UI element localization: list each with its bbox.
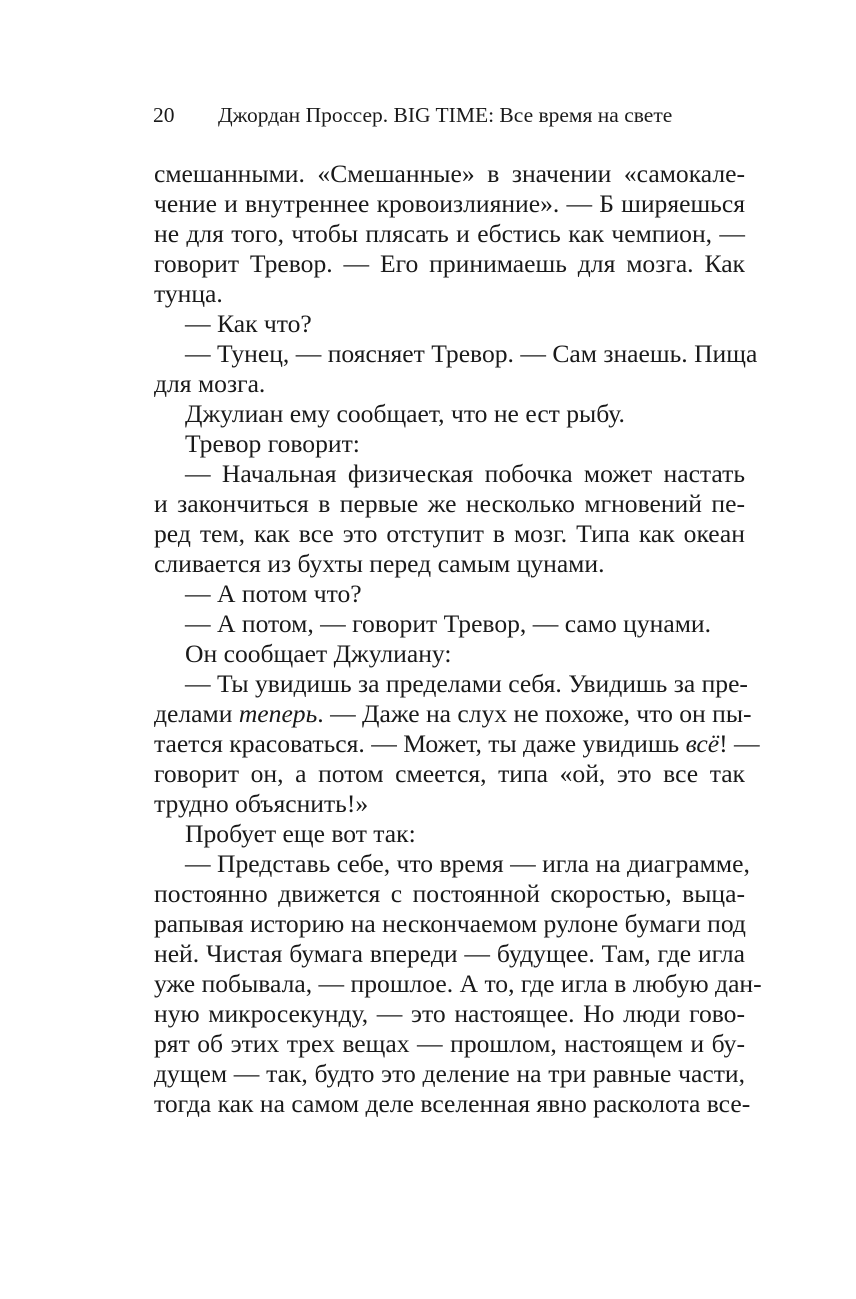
text-line: и закончиться в первые же несколько мгновений пе-: [154, 489, 745, 518]
running-title: Джордан Проссер. BIG TIME: Все время на свете: [218, 103, 673, 127]
text-line: говорит Тревор. — Его принимаешь для мозга. Как: [154, 249, 745, 278]
text-line: постоянно движется с постоянной скоростью, выца-: [154, 879, 745, 908]
text-line: сливается из бухты перед самым цунами.: [154, 549, 605, 578]
body-text: [154, 159, 762, 1119]
text-line: тунца.: [154, 279, 223, 308]
text-line: [154, 729, 760, 759]
text-line: [154, 699, 752, 729]
text-segment: ! —: [719, 729, 760, 758]
text-line: ред тем, как все это отступит в мозг. Типа как океан: [154, 519, 745, 548]
text-line: Тревор говорит:: [185, 429, 360, 458]
text-line: — А потом что?: [185, 579, 362, 608]
page-number: 20: [153, 103, 175, 127]
text-line: ную микросекунду, — это настоящее. Но люди гово-: [154, 999, 745, 1028]
page-header: [153, 100, 713, 130]
text-line: — Начальная физическая побочка может настать: [185, 459, 745, 488]
text-line: говорит он, а потом смеется, типа «ой, это все так: [154, 759, 745, 788]
emphasis: теперь: [238, 699, 318, 728]
text-line: рапывая историю на нескончаемом рулоне бумаги под: [154, 909, 746, 938]
text-line: Он сообщает Джулиану:: [185, 639, 452, 668]
text-line: ней. Чистая бумага впереди — будущее. Там, где игла: [154, 939, 745, 968]
emphasis: всё: [685, 729, 720, 758]
text-line: трудно объяснить!»: [154, 789, 369, 818]
text-line: рят об этих трех вещах — прошлом, настоящем и бу-: [154, 1029, 745, 1058]
text-line: — Тунец, — поясняет Тревор. — Сам знаешь. Пища: [185, 339, 758, 368]
text-line: Пробует еще вот так:: [185, 819, 416, 848]
text-segment: . — Даже на слух не похоже, что он пы-: [317, 699, 752, 728]
text-line: Джулиан ему сообщает, что не ест рыбу.: [185, 399, 625, 428]
text-line: уже побывала, — прошлое. А то, где игла в любую дан-: [154, 969, 762, 998]
text-line: — Представь себе, что время — игла на диаграмме,: [185, 849, 750, 878]
text-line: тогда как на самом деле вселенная явно расколота все-: [154, 1089, 751, 1118]
text-line: — А потом, — говорит Тревор, — само цунами.: [185, 609, 711, 638]
text-line: — Ты увидишь за пределами себя. Увидишь за пре-: [185, 669, 748, 698]
text-segment: тается красоваться. — Может, ты даже увидишь: [154, 729, 686, 758]
text-line: — Как что?: [185, 309, 312, 338]
text-line: не для того, чтобы плясать и ебстись как чемпион, —: [154, 219, 745, 248]
text-line: для мозга.: [154, 369, 266, 398]
text-line: дущем — так, будто это деление на три равные части,: [154, 1059, 745, 1088]
text-line: чение и внутреннее кровоизлияние». — Б ширяешься: [154, 189, 745, 218]
text-line: смешанными. «Смешанные» в значении «самокале-: [154, 159, 745, 188]
text-segment: делами: [154, 699, 239, 728]
